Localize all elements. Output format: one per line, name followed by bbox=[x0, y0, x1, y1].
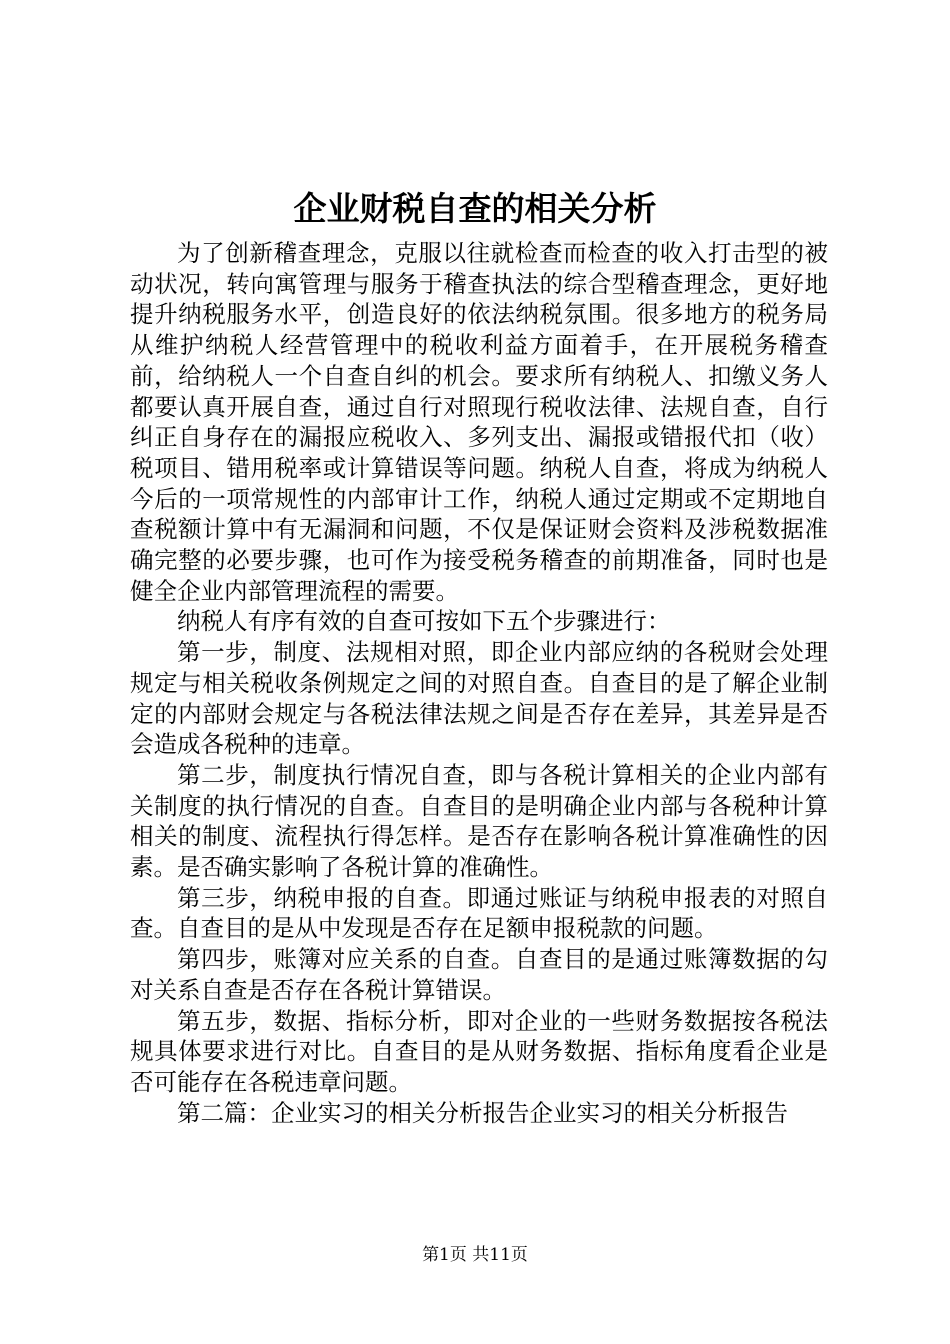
paragraph-step-3: 第三步，纳税申报的自查。即通过账证与纳税申报表的对照自查。自查目的是从中发现是否存在足额申报税款的问题。 bbox=[130, 883, 828, 943]
paragraph-step-1: 第一步，制度、法规相对照，即企业内部应纳的各税财会处理规定与相关税收条例规定之间的对照自查。自查目的是了解企业制定的内部财会规定与各税法律法规之间是否存在差异，其差异是否会造成各税种的违章。 bbox=[130, 638, 828, 759]
paragraph-step-4: 第四步，账簿对应关系的自查。自查目的是通过账簿数据的勾对关系自查是否存在各税计算错误。 bbox=[130, 945, 828, 1004]
paragraph-steps-intro: 纳税人有序有效的自查可按如下五个步骤进行： bbox=[177, 607, 671, 636]
paragraph-step-2: 第二步，制度执行情况自查，即与各税计算相关的企业内部有关制度的执行情况的自查。自查目的是明确企业内部与各税种计算相关的制度、流程执行得怎样。是否存在影响各税计算准确性的因素。是否确实影响了各税计算的准确性。 bbox=[130, 760, 828, 882]
paragraph-step-5: 第五步，数据、指标分析，即对企业的一些财务数据按各税法规具体要求进行对比。自查目的是从财务数据、指标角度看企业是否可能存在各税违章问题。 bbox=[130, 1006, 828, 1096]
document-body bbox=[130, 238, 828, 1128]
paragraph-section-2-heading: 第二篇：企业实习的相关分析报告企业实习的相关分析报告 bbox=[177, 1098, 788, 1127]
page-number-footer: 第1页 共11页 bbox=[422, 1245, 528, 1265]
paragraph-intro: 为了创新稽查理念，克服以往就检查而检查的收入打击型的被动状况，转向寓管理与服务于稽查执法的综合型稽查理念，更好地提升纳税服务水平，创造良好的依法纳税氛围。很多地方的税务局从维护纳税人经营管理中的税收利益方面着手，在开展税务稽查前，给纳税人一个自查自纠的机会。要求所有纳税人、扣缴义务人都要认真开展自查，通过自行对照现行税收法律、法规自查，自行纠正自身存在的漏报应税收入、多列支出、漏报或错报代扣（收）税项目、错用税率或计算错误等问题。纳税人自查，将成为纳税人今后的一项常规性的内部审计工作，纳税人通过定期或不定期地自查税额计算中有无漏洞和问题，不仅是保证财会资料及涉税数据准确完整的必要步骤，也可作为接受税务稽查的前期准备，同时也是健全企业内部管理流程的需要。 bbox=[130, 239, 828, 605]
document-title: 企业财税自查的相关分析 bbox=[293, 189, 657, 228]
